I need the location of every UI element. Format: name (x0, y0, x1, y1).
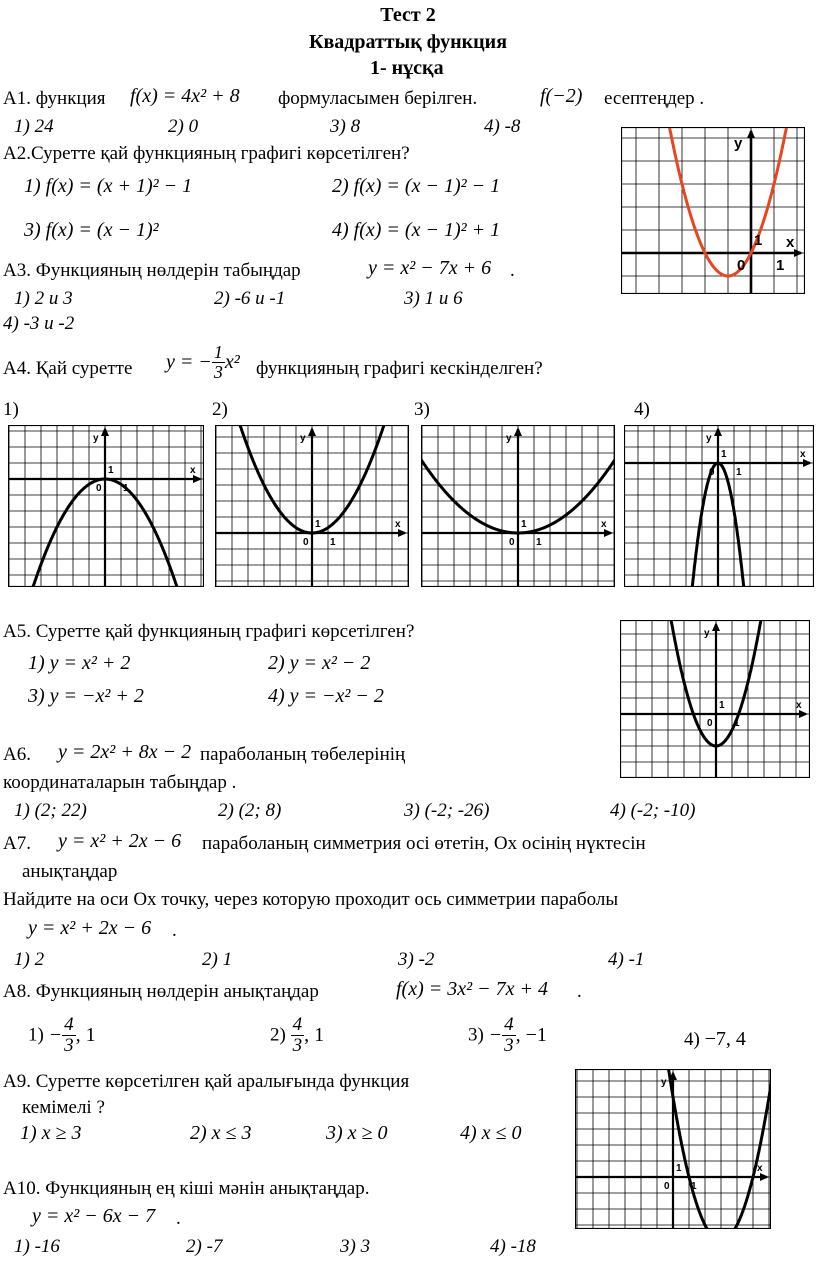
q1-option-1[interactable]: 1) 24 (14, 116, 54, 137)
y-axis-label: y (704, 628, 710, 639)
y-axis-label: y (734, 135, 743, 152)
q1-option-2[interactable]: 2) 0 (168, 116, 199, 137)
q4-label-2[interactable]: 2) (212, 399, 228, 420)
q2-option-4[interactable]: 4) f(x) = (x − 1)² + 1 (332, 219, 501, 241)
q7-ru-post: . (172, 920, 177, 941)
q10-option-2[interactable]: 2) -7 (186, 1236, 223, 1257)
q8-option-2-num: 2) (270, 1024, 286, 1046)
q8-option-3-frac-num: 4 (504, 1014, 514, 1035)
q6-pre: А6. (3, 744, 31, 765)
q2-option-2[interactable]: 2) f(x) = (x − 1)² − 1 (332, 175, 501, 197)
q3-formula: y = x² − 7x + 6 (368, 257, 492, 279)
q4-frac-den: 3 (213, 361, 223, 382)
q1-option-4[interactable]: 4) -8 (484, 116, 521, 137)
q8-option-1-sign: − (48, 1023, 63, 1046)
tick-label-x-one: 1 (691, 1181, 697, 1192)
q9-graph (575, 1069, 771, 1229)
q4-label-1[interactable]: 1) (3, 399, 19, 420)
tick-label-y-one: 1 (754, 232, 763, 249)
q7-option-1[interactable]: 1) 2 (14, 949, 45, 970)
q8-option-1-rest: , 1 (75, 1023, 96, 1046)
y-axis-arrow (712, 622, 720, 631)
q4-label-3[interactable]: 3) (414, 399, 430, 420)
q1-pre: А1. функция (3, 88, 106, 109)
tick-label-y-one: 1 (315, 519, 321, 530)
origin-label: 0 (737, 257, 746, 274)
q8-formula: f(x) = 3x² − 7x + 4 (396, 978, 548, 1000)
tick-label-x-one: 1 (330, 537, 336, 548)
q9-option-2[interactable]: 2) x ≤ 3 (190, 1122, 252, 1144)
q8-option-3-rest: , −1 (515, 1023, 547, 1046)
q7-option-4[interactable]: 4) -1 (608, 949, 645, 970)
parabola-curve (663, 1069, 771, 1229)
y-axis-arrow (514, 427, 522, 436)
q9-option-3[interactable]: 3) x ≥ 0 (326, 1122, 388, 1144)
q1-option-3[interactable]: 3) 8 (330, 116, 361, 137)
q9-option-1[interactable]: 1) x ≥ 3 (20, 1122, 82, 1144)
x-axis-arrow (794, 249, 803, 257)
y-axis-arrow (101, 427, 109, 436)
q3-option-2[interactable]: 2) -6 и -1 (214, 288, 286, 309)
q6-option-4[interactable]: 4) (-2; -10) (610, 800, 696, 821)
q4-pre: А4. Қай суретте (3, 358, 133, 379)
q6-option-1[interactable]: 1) (2; 22) (14, 800, 87, 821)
q8-pre: А8. Функцияның нөлдерін анықтаңдар (3, 981, 319, 1002)
q4-formula-left: y = − (166, 350, 212, 373)
y-axis-arrow (308, 427, 316, 436)
x-axis-arrow (398, 529, 407, 537)
q4-graph-1[interactable] (8, 425, 204, 587)
q5-option-2[interactable]: 2) y = x² − 2 (268, 652, 371, 674)
q7-ru-formula: y = x² + 2x − 6 (28, 917, 152, 939)
y-axis-label: y (93, 433, 99, 444)
q5-option-3[interactable]: 3) y = −x² + 2 (28, 685, 144, 707)
q8-option-1-frac-den: 3 (64, 1034, 74, 1056)
q10-option-1[interactable]: 1) -16 (14, 1236, 60, 1257)
q5-graph (620, 620, 810, 778)
x-axis-label: x (601, 519, 607, 530)
q6-option-2[interactable]: 2) (2; 8) (218, 800, 282, 821)
q2-graph (621, 127, 805, 294)
q5-option-1[interactable]: 1) y = x² + 2 (28, 652, 131, 674)
q7-formula: y = x² + 2x − 6 (58, 830, 182, 852)
q8-option-1-num: 1) (28, 1024, 44, 1046)
q10-text: А10. Функцияның ең кіші мәнін анықтаңдар. (3, 1178, 370, 1199)
q10-option-3[interactable]: 3) 3 (340, 1236, 371, 1257)
q7-pre: А7. (3, 833, 31, 854)
q7-post: параболаның симметрия осі өтетін, Ох осінің нүктесін (202, 833, 646, 854)
origin-label: 0 (707, 718, 713, 729)
y-axis-arrow (714, 427, 722, 436)
tick-label-y-one: 1 (719, 700, 725, 711)
test-title: Тест 2 (380, 4, 436, 26)
q10-formula: y = x² − 6x − 7 (32, 1205, 156, 1227)
q8-option-2[interactable] (270, 1015, 324, 1056)
q8-option-4[interactable] (684, 1028, 746, 1051)
q5-option-4[interactable]: 4) y = −x² − 2 (268, 685, 384, 707)
q6-line2: координаталарын табыңдар . (3, 772, 237, 793)
tick-label-x-one: 1 (776, 257, 785, 274)
q8-option-4-num: 4) (684, 1029, 700, 1050)
y-axis-label: y (300, 433, 306, 444)
y-axis-label: y (506, 433, 512, 444)
q5-text: А5. Суретте қай функцияның графигі көрсетілген? (3, 621, 415, 642)
q3-option-1[interactable]: 1) 2 и 3 (14, 288, 73, 309)
origin-label: 0 (664, 1181, 670, 1192)
tick-label-x-one: 1 (123, 483, 129, 494)
q8-option-1[interactable] (28, 1015, 96, 1056)
x-axis-label: x (190, 465, 196, 476)
q4-label-4[interactable]: 4) (634, 399, 650, 420)
q6-post: параболаның төбелерінің (200, 744, 406, 765)
x-axis-arrow (799, 710, 808, 718)
x-axis-label: x (395, 519, 401, 530)
origin-label: 0 (509, 537, 515, 548)
y-axis-label: y (706, 433, 712, 444)
q8-option-3-sign: − (488, 1023, 503, 1046)
tick-label-x-one: 1 (734, 718, 740, 729)
q7-option-2[interactable]: 2) 1 (202, 949, 233, 970)
y-axis-arrow (747, 129, 755, 138)
origin-label: 0 (303, 537, 309, 548)
q9-option-4[interactable]: 4) x ≤ 0 (460, 1122, 522, 1144)
x-axis-label: x (796, 700, 802, 711)
x-axis-arrow (604, 529, 613, 537)
q1-post: есептеңдер . (604, 88, 705, 109)
q3-post: . (510, 260, 515, 281)
q4-graph-2[interactable] (215, 425, 409, 587)
y-axis-label: y (661, 1077, 667, 1088)
q6-formula: y = 2x² + 8x − 2 (58, 741, 192, 763)
q9-line2: кемімелі ? (22, 1097, 105, 1118)
q9-text: А9. Суретте көрсетілген қай аралығында функция (3, 1071, 410, 1092)
q1-arg: f(−2) (540, 85, 583, 107)
q10-post: . (176, 1208, 181, 1229)
q8-option-3-num: 3) (468, 1024, 484, 1046)
tick-label-x-one: 1 (736, 467, 742, 478)
variant-title: 1- нұсқа (370, 57, 444, 79)
q3-option-4[interactable]: 4) -3 и -2 (3, 313, 75, 334)
q4-post: функцияның графигі кескінделген? (256, 358, 543, 379)
q2-text: А2.Суретте қай функцияның графигі көрсетілген? (3, 143, 410, 164)
tick-label-y-one: 1 (676, 1163, 682, 1174)
q8-option-2-frac-den: 3 (292, 1034, 303, 1056)
q2-option-3[interactable]: 3) f(x) = (x − 1)² (24, 219, 159, 241)
tick-label-y-one: 1 (721, 449, 727, 460)
q4-formula (166, 343, 240, 382)
q3-text: А3. Функцияның нөлдерін табыңдар (3, 260, 301, 281)
origin-label: 0 (709, 467, 715, 478)
q8-option-2-frac-num: 4 (292, 1014, 303, 1035)
q8-option-2-rest: , 1 (304, 1023, 325, 1046)
q4-graph-4[interactable] (624, 425, 814, 587)
topic-title: Квадраттық функция (308, 31, 508, 53)
q7-option-3[interactable]: 3) -2 (398, 949, 435, 970)
q8-post: . (577, 981, 582, 1002)
q3-option-3[interactable]: 3) 1 и 6 (404, 288, 463, 309)
tick-label-x-one: 1 (536, 537, 542, 548)
q8-option-3-frac-den: 3 (504, 1034, 514, 1056)
x-axis-label: x (786, 234, 795, 251)
origin-label: 0 (96, 483, 102, 494)
q8-option-3[interactable] (468, 1015, 547, 1056)
x-axis-arrow (760, 1173, 769, 1181)
q7-ru-text: Найдите на оси Ох точку, через которую проходит ось симметрии параболы (3, 889, 619, 910)
q10-option-4[interactable]: 4) -18 (490, 1236, 536, 1257)
x-axis-label: x (800, 449, 806, 460)
x-axis-arrow (803, 459, 812, 467)
q4-graph-3[interactable] (421, 425, 615, 587)
q6-option-3[interactable]: 3) (-2; -26) (404, 800, 490, 821)
q4-formula-right: x² (224, 350, 240, 373)
x-axis-label: x (757, 1163, 763, 1174)
q8-option-4-text: −7, 4 (704, 1028, 746, 1050)
tick-label-y-one: 1 (108, 465, 114, 476)
q1-formula: f(x) = 4x² + 8 (130, 85, 240, 107)
q4-frac-num: 1 (213, 342, 223, 362)
q1-mid: формуласымен берілген. (278, 88, 478, 109)
q7-line2: анықтаңдар (22, 861, 118, 882)
q8-option-1-frac-num: 4 (64, 1014, 74, 1035)
q2-option-1[interactable]: 1) f(x) = (x + 1)² − 1 (24, 175, 193, 197)
tick-label-y-one: 1 (521, 519, 527, 530)
